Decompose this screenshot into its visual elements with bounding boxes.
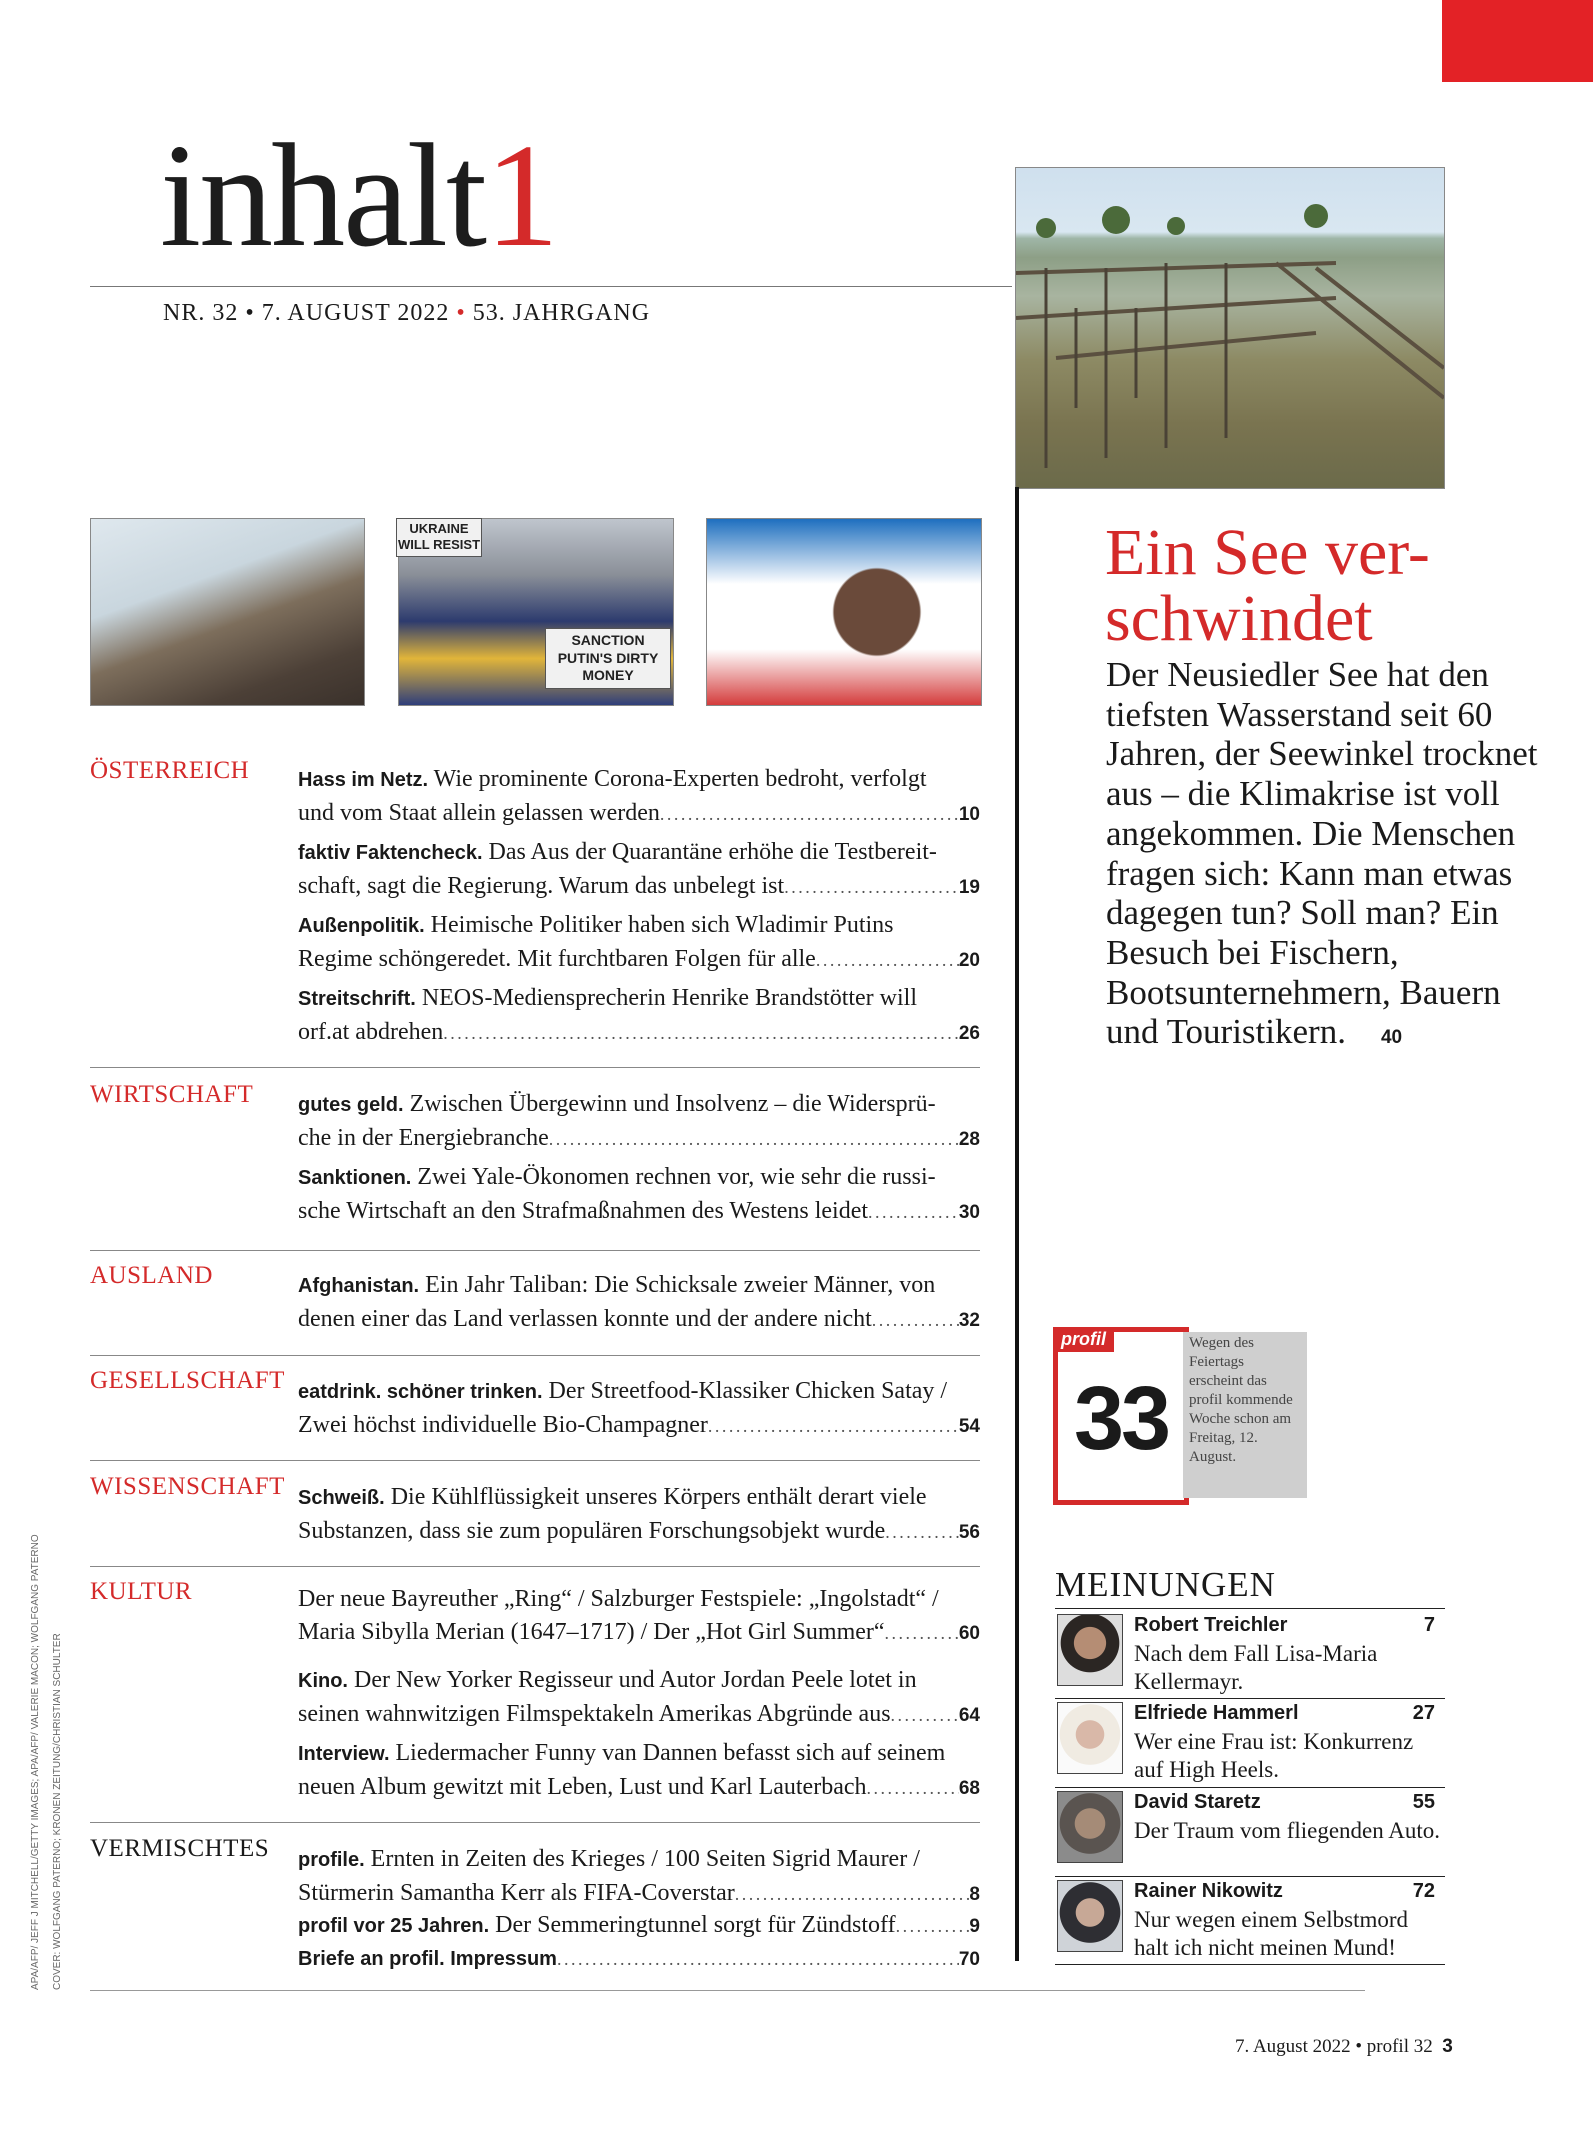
page-footer: 7. August 2022 • profil 32 3 bbox=[1235, 2036, 1453, 2057]
section-rule bbox=[90, 1460, 980, 1461]
toc-entry[interactable]: Sanktionen. Zwei Yale-Ökonomen rechnen vor, wie sehr die russi- sche Wirtschaft an den Strafmaßnahmen des Westens leidet . . . 30 bbox=[298, 1161, 980, 1229]
meinungen-heading: MEINUNGEN bbox=[1055, 1565, 1276, 1604]
section-label: AUSLAND bbox=[90, 1262, 213, 1289]
toc-entry[interactable]: Afghanistan. Ein Jahr Taliban: Die Schicksale zweier Männer, von denen einer das Land verlassen konnte und der andere nicht . . . 32 bbox=[298, 1269, 980, 1337]
protest-sign-bottom: SANCTION PUTIN'S DIRTY MONEY bbox=[545, 628, 671, 689]
avatar bbox=[1057, 1791, 1123, 1863]
jordan-peele-photo bbox=[706, 518, 982, 706]
divider bbox=[1055, 1608, 1445, 1609]
toc-entry[interactable]: profil vor 25 Jahren. Der Semmeringtunnel sorgt für Zündstoff . . . 9 bbox=[298, 1909, 980, 1943]
opinion-item[interactable]: Elfriede Hammerl 27 Wer eine Frau ist: Konkurrenz auf High Heels. bbox=[1055, 1698, 1445, 1786]
next-issue-note: Wegen des Feiertags erscheint das profil kommende Woche schon am Freitag, 12. August. bbox=[1183, 1332, 1307, 1498]
toc-entry[interactable]: profile. Ernten in Zeiten des Krieges / 100 Seiten Sigrid Maurer / Stürmerin Samantha Kerr als FIFA-Coverstar . . . 8 bbox=[298, 1843, 980, 1911]
toc-entry[interactable]: faktiv Faktencheck. Das Aus der Quarantäne erhöhe die Testbereit- schaft, sagt die Regierung. Warum das unbelegt ist . . . 19 bbox=[298, 836, 980, 904]
section-rule bbox=[90, 1250, 980, 1251]
toc-entry[interactable]: Schweiß. Die Kühlflüssigkeit unseres Körpers enthält derart viele Substanzen, dass sie zum populären Forschungsobjekt wurde . . . 56 bbox=[298, 1481, 980, 1549]
toc-entry[interactable]: Hass im Netz. Wie prominente Corona-Experten bedroht, verfolgt und vom Staat allein gelassen werden . . . 10 bbox=[298, 763, 980, 831]
toc-entry[interactable]: Streitschrift. NEOS-Mediensprecherin Henrike Brandstötter will orf.at abdrehen . . . 26 bbox=[298, 982, 980, 1050]
section-rule bbox=[90, 1566, 980, 1567]
next-issue-badge bbox=[1053, 1327, 1189, 1505]
footer-rule bbox=[90, 1990, 1365, 1991]
column-divider bbox=[1015, 487, 1019, 1961]
toc-entry[interactable]: Der neue Bayreuther „Ring“ / Salzburger Festspiele: „Ingolstadt“ / Maria Sibylla Merian (1647–1717) / Der „Hot Girl Summer“ . . . 60 bbox=[298, 1583, 980, 1650]
issue-info: NR. 32 • 7. AUGUST 2022 • 53. JAHRGANG bbox=[163, 300, 651, 326]
photo-credit: APA/AFP/ JEFF J MITCHELL/GETTY IMAGES; APA/AFP/ VALERIE MACON; WOLFGANG PATERNO bbox=[30, 1534, 41, 1990]
feature-headline[interactable]: Ein See ver-schwindet bbox=[1105, 516, 1430, 655]
opinion-item[interactable]: Rainer Nikowitz 72 Nur wegen einem Selbstmord halt ich nicht meinen Mund! bbox=[1055, 1876, 1445, 1964]
page-title: inhalt1 bbox=[160, 114, 558, 278]
toc-entry[interactable]: Interview. Liedermacher Funny van Dannen befasst sich auf seinem neuen Album gewitzt mit Leben, Lust und Karl Lauterbach . . . 68 bbox=[298, 1737, 980, 1805]
corner-accent bbox=[1442, 0, 1593, 82]
section-label: WISSENSCHAFT bbox=[90, 1473, 285, 1500]
section-rule bbox=[90, 1822, 980, 1823]
feature-text: Der Neusiedler See hat den tiefsten Wasserstand seit 60 Jahren, der Seewinkel trocknet aus – die Klimakrise ist voll angekommen. Die Menschen fragen sich: Kann man etwas dagegen tun? Soll man? Ein Besuch bei Fischern, Bootsunternehmern, Bauern und Touristikern. 40 bbox=[1106, 655, 1538, 1052]
opinion-item[interactable]: Robert Treichler 7 Nach dem Fall Lisa-Maria Kellermayr. bbox=[1055, 1610, 1445, 1698]
section-label: KULTUR bbox=[90, 1578, 193, 1605]
section-rule bbox=[90, 1067, 980, 1068]
toc-entry[interactable]: Kino. Der New Yorker Regisseur und Autor Jordan Peele lotet in seinen wahnwitzigen Filmspektakeln Amerikas Abgründe aus . . . 64 bbox=[298, 1664, 980, 1732]
section-label: ÖSTERREICH bbox=[90, 757, 250, 784]
afghanistan-photo bbox=[90, 518, 365, 706]
divider bbox=[1055, 1964, 1445, 1965]
lake-photo bbox=[1015, 167, 1445, 489]
toc-entry[interactable]: gutes geld. Zwischen Übergewinn und Insolvenz – die Widersprü- che in der Energiebranche . . . 28 bbox=[298, 1088, 980, 1156]
brand-label: profil bbox=[1053, 1327, 1114, 1352]
section-label: WIRTSCHAFT bbox=[90, 1081, 254, 1108]
divider bbox=[90, 286, 1012, 287]
opinion-item[interactable]: David Staretz 55 Der Traum vom fliegenden Auto. bbox=[1055, 1787, 1445, 1875]
toc-entry[interactable]: eatdrink. schöner trinken. Der Streetfood-Klassiker Chicken Satay / Zwei höchst individuelle Bio-Champagner . . . 54 bbox=[298, 1375, 980, 1443]
cover-credit: COVER: WOLFGANG PATERNO; KRONEN ZEITUNG/CHRISTIAN SCHULTER bbox=[52, 1633, 63, 1990]
next-issue-number: 33 bbox=[1073, 1369, 1169, 1469]
feature-page: 40 bbox=[1380, 1027, 1403, 1049]
avatar bbox=[1057, 1880, 1123, 1952]
toc-entry[interactable]: Briefe an profil. Impressum . . . 70 bbox=[298, 1942, 980, 1976]
section-label: VERMISCHTES bbox=[90, 1835, 270, 1862]
section-label: GESELLSCHAFT bbox=[90, 1367, 285, 1394]
avatar bbox=[1057, 1702, 1123, 1774]
section-rule bbox=[90, 1355, 980, 1356]
toc-entry[interactable]: Außenpolitik. Heimische Politiker haben sich Wladimir Putins Regime schöngeredet. Mit furchtbaren Folgen für alle . . . 20 bbox=[298, 909, 980, 977]
protest-sign-top: UKRAINE WILL RESIST bbox=[396, 518, 482, 557]
avatar bbox=[1057, 1614, 1123, 1686]
